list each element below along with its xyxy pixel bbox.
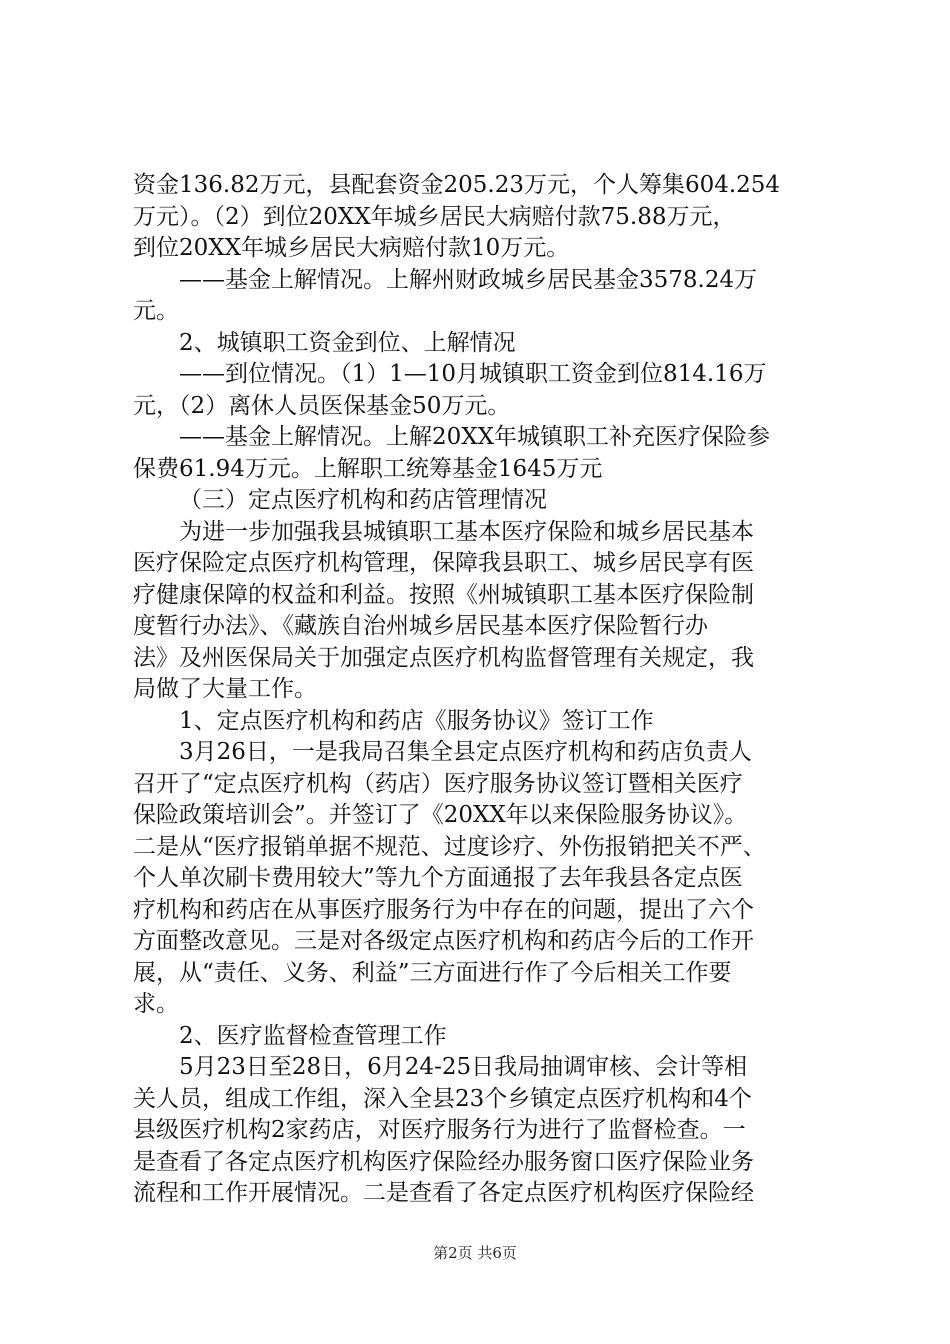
text-line: （三）定点医疗机构和药店管理情况 xyxy=(179,487,547,513)
text-line: 县级医疗机构2家药店，对医疗服务行为进行了监督检查。一 xyxy=(133,1117,746,1143)
text-line: 局做了大量工作。 xyxy=(133,676,317,702)
text-line: 为进一步加强我县城镇职工基本医疗保险和城乡居民基本 xyxy=(179,518,754,545)
text-line: ——基金上解情况。上解20XX年城镇职工补充医疗保险参 xyxy=(179,424,771,450)
text-line: 元，（2）离休人员医保基金50万元。 xyxy=(133,392,511,419)
text-line: 疗健康保障的权益和利益。按照《州城镇职工基本医疗保险制 xyxy=(133,581,754,608)
text-line: 资金136.82万元，县配套资金205.23万元，个人筹集604.254 xyxy=(133,172,781,198)
text-line: 万元）。（2）到位20XX年城乡居民大病赔付款75.88万元， xyxy=(133,203,736,230)
text-line: 1、定点医疗机构和药店《服务协议》签订工作 xyxy=(179,707,654,734)
text-line: 医疗保险定点医疗机构管理，保障我县职工、城乡居民享有医 xyxy=(133,550,754,576)
text-line: 流程和工作开展情况。二是查看了各定点医疗机构医疗保险经 xyxy=(133,1180,754,1206)
text-line: 疗机构和药店在从事医疗服务行为中存在的问题，提出了六个 xyxy=(133,896,754,923)
text-line: 二是从“医疗报销单据不规范、过度诊疗、外伤报销把关不严、 xyxy=(133,833,766,860)
text-line: 展，从“责任、义务、利益”三方面进行作了今后相关工作要 xyxy=(133,959,732,986)
text-line: 度暂行办法》、《藏族自治州城乡居民基本医疗保险暂行办 xyxy=(133,613,708,639)
text-line: 2、医疗监督检查管理工作 xyxy=(179,1022,447,1049)
text-line: ——基金上解情况。上解州财政城乡居民基金3578.24万 xyxy=(179,266,758,293)
text-line: 法》及州医保局关于加强定点医疗机构监督管理有关规定，我 xyxy=(133,644,754,671)
text-line: 关人员，组成工作组，深入全县23个乡镇定点医疗机构和4个 xyxy=(133,1085,752,1112)
text-line: 到位20XX年城乡居民大病赔付款10万元。 xyxy=(133,235,570,261)
text-line: ——到位情况。（1）1—10月城镇职工资金到位814.16万 xyxy=(179,361,767,387)
text-line: 召开了“定点医疗机构（药店）医疗服务协议签订暨相关医疗 xyxy=(133,770,743,797)
text-line: 3月26日，一是我局召集全县定点医疗机构和药店负责人 xyxy=(179,739,752,765)
text-line: 保险政策培训会”。并签订了《20XX年以来保险服务协议》。 xyxy=(133,802,748,828)
page-footer: 第2页 共6页 xyxy=(433,1244,517,1262)
text-line: 元。 xyxy=(133,298,179,324)
text-line: 求。 xyxy=(133,991,179,1017)
text-line: 方面整改意见。三是对各级定点医疗机构和药店今后的工作开 xyxy=(133,928,754,954)
text-line: 2、城镇职工资金到位、上解情况 xyxy=(179,329,516,356)
text-line: 是查看了各定点医疗机构医疗保险经办服务窗口医疗保险业务 xyxy=(133,1148,754,1175)
text-line: 保费61.94万元。上解职工统筹基金1645万元 xyxy=(133,455,603,482)
text-line: 5月23日至28日，6月24-25日我局抽调审核、会计等相 xyxy=(179,1054,748,1080)
text-line: 个人单次刷卡费用较大”等九个方面通报了去年我县各定点医 xyxy=(133,865,743,891)
document-body xyxy=(133,170,833,1210)
